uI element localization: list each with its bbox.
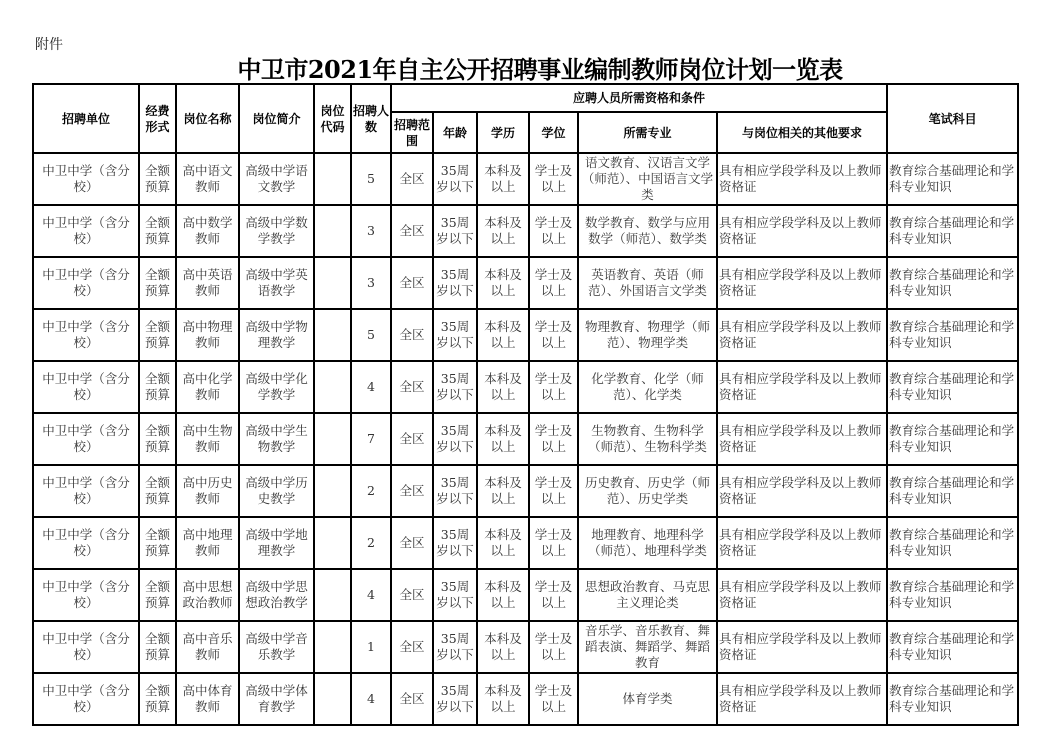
cell-education: 本科及以上 [477,309,529,361]
cell-unit: 中卫中学（含分校） [33,569,139,621]
cell-age: 35周岁以下 [433,621,477,673]
cell-funding: 全额预算 [139,621,176,673]
table-row [33,621,1018,673]
cell-position-name: 高中体育教师 [176,673,239,725]
cell-position-name: 高中语文教师 [176,153,239,205]
cell-count: 3 [351,205,391,257]
header-position-desc: 岗位简介 [239,84,314,153]
table-row [33,673,1018,725]
cell-age: 35周岁以下 [433,361,477,413]
cell-other: 具有相应学段学科及以上教师资格证 [717,569,887,621]
table-row [33,569,1018,621]
cell-major: 思想政治教育、马克思主义理论类 [578,569,717,621]
cell-position-desc: 高级中学生物教学 [239,413,314,465]
cell-position-desc: 高级中学数学教学 [239,205,314,257]
header-degree: 学位 [529,112,578,153]
header-exam: 笔试科目 [887,84,1018,153]
cell-age: 35周岁以下 [433,153,477,205]
cell-degree: 学士及以上 [529,413,578,465]
cell-position-name: 高中数学教师 [176,205,239,257]
cell-major: 化学教育、化学（师范）、化学类 [578,361,717,413]
cell-education: 本科及以上 [477,569,529,621]
cell-scope: 全区 [391,569,433,621]
header-age: 年龄 [433,112,477,153]
cell-major: 音乐学、音乐教育、舞蹈表演、舞蹈学、舞蹈教育 [578,621,717,673]
cell-education: 本科及以上 [477,205,529,257]
cell-scope: 全区 [391,309,433,361]
table-row [33,517,1018,569]
header-count: 招聘人数 [351,84,391,153]
cell-degree: 学士及以上 [529,569,578,621]
cell-age: 35周岁以下 [433,673,477,725]
cell-funding: 全额预算 [139,465,176,517]
cell-degree: 学士及以上 [529,309,578,361]
cell-position-code [314,257,351,309]
cell-other: 具有相应学段学科及以上教师资格证 [717,257,887,309]
cell-age: 35周岁以下 [433,413,477,465]
cell-scope: 全区 [391,673,433,725]
cell-funding: 全额预算 [139,153,176,205]
cell-position-code [314,153,351,205]
header-scope: 招聘范围 [391,112,433,153]
cell-exam: 教育综合基础理论和学科专业知识 [887,673,1018,725]
cell-scope: 全区 [391,621,433,673]
cell-position-name: 高中化学教师 [176,361,239,413]
cell-degree: 学士及以上 [529,465,578,517]
cell-age: 35周岁以下 [433,205,477,257]
cell-exam: 教育综合基础理论和学科专业知识 [887,517,1018,569]
cell-unit: 中卫中学（含分校） [33,361,139,413]
header-unit: 招聘单位 [33,84,139,153]
cell-unit: 中卫中学（含分校） [33,257,139,309]
cell-exam: 教育综合基础理论和学科专业知识 [887,205,1018,257]
cell-major: 地理教育、地理科学（师范）、地理科学类 [578,517,717,569]
header-qualifications-group: 应聘人员所需资格和条件 [391,84,887,112]
cell-position-desc: 高级中学化学教学 [239,361,314,413]
cell-exam: 教育综合基础理论和学科专业知识 [887,465,1018,517]
table-row [33,465,1018,517]
table-row [33,257,1018,309]
cell-major: 数学教育、数学与应用数学（师范）、数学类 [578,205,717,257]
cell-position-desc: 高级中学英语教学 [239,257,314,309]
cell-funding: 全额预算 [139,413,176,465]
table-row [33,361,1018,413]
document-title: 中卫市2021年自主公开招聘事业编制教师岗位计划一览表 [237,55,843,84]
header-education: 学历 [477,112,529,153]
cell-other: 具有相应学段学科及以上教师资格证 [717,517,887,569]
cell-count: 2 [351,517,391,569]
cell-education: 本科及以上 [477,621,529,673]
cell-other: 具有相应学段学科及以上教师资格证 [717,205,887,257]
cell-degree: 学士及以上 [529,673,578,725]
cell-other: 具有相应学段学科及以上教师资格证 [717,621,887,673]
cell-education: 本科及以上 [477,465,529,517]
cell-degree: 学士及以上 [529,361,578,413]
header-position-code: 岗位代码 [314,84,351,153]
cell-age: 35周岁以下 [433,309,477,361]
cell-count: 5 [351,309,391,361]
cell-count: 4 [351,673,391,725]
cell-count: 4 [351,361,391,413]
cell-scope: 全区 [391,517,433,569]
cell-count: 7 [351,413,391,465]
cell-other: 具有相应学段学科及以上教师资格证 [717,413,887,465]
cell-major: 体育学类 [578,673,717,725]
cell-position-desc: 高级中学语文教学 [239,153,314,205]
cell-funding: 全额预算 [139,517,176,569]
table-row [33,205,1018,257]
cell-position-desc: 高级中学历史教学 [239,465,314,517]
cell-position-name: 高中生物教师 [176,413,239,465]
header-other: 与岗位相关的其他要求 [717,112,887,153]
header-position-name: 岗位名称 [176,84,239,153]
cell-exam: 教育综合基础理论和学科专业知识 [887,569,1018,621]
cell-scope: 全区 [391,413,433,465]
cell-position-desc: 高级中学体育教学 [239,673,314,725]
cell-exam: 教育综合基础理论和学科专业知识 [887,309,1018,361]
cell-degree: 学士及以上 [529,517,578,569]
cell-funding: 全额预算 [139,309,176,361]
cell-scope: 全区 [391,361,433,413]
cell-position-name: 高中英语教师 [176,257,239,309]
table-row [33,309,1018,361]
cell-position-code [314,465,351,517]
cell-degree: 学士及以上 [529,153,578,205]
cell-other: 具有相应学段学科及以上教师资格证 [717,361,887,413]
attachment-label: 附件 [35,37,63,53]
cell-unit: 中卫中学（含分校） [33,413,139,465]
table-row [33,153,1018,205]
cell-position-name: 高中音乐教师 [176,621,239,673]
recruitment-table [32,83,1019,726]
cell-other: 具有相应学段学科及以上教师资格证 [717,465,887,517]
cell-position-code [314,361,351,413]
cell-position-code [314,413,351,465]
cell-position-code [314,517,351,569]
cell-position-desc: 高级中学地理教学 [239,517,314,569]
cell-major: 英语教育、英语（师范）、外国语言文学类 [578,257,717,309]
cell-count: 1 [351,621,391,673]
cell-education: 本科及以上 [477,257,529,309]
cell-count: 2 [351,465,391,517]
cell-exam: 教育综合基础理论和学科专业知识 [887,257,1018,309]
cell-other: 具有相应学段学科及以上教师资格证 [717,673,887,725]
cell-major: 语文教育、汉语言文学（师范）、中国语言文学类 [578,153,717,205]
cell-position-code [314,621,351,673]
cell-age: 35周岁以下 [433,517,477,569]
cell-position-desc: 高级中学物理教学 [239,309,314,361]
cell-age: 35周岁以下 [433,257,477,309]
cell-major: 历史教育、历史学（师范）、历史学类 [578,465,717,517]
cell-other: 具有相应学段学科及以上教师资格证 [717,309,887,361]
cell-position-name: 高中历史教师 [176,465,239,517]
cell-funding: 全额预算 [139,569,176,621]
cell-unit: 中卫中学（含分校） [33,517,139,569]
cell-education: 本科及以上 [477,413,529,465]
cell-unit: 中卫中学（含分校） [33,673,139,725]
cell-count: 5 [351,153,391,205]
cell-education: 本科及以上 [477,153,529,205]
cell-position-code [314,309,351,361]
cell-unit: 中卫中学（含分校） [33,465,139,517]
cell-degree: 学士及以上 [529,205,578,257]
cell-funding: 全额预算 [139,205,176,257]
cell-scope: 全区 [391,205,433,257]
cell-exam: 教育综合基础理论和学科专业知识 [887,413,1018,465]
cell-unit: 中卫中学（含分校） [33,205,139,257]
cell-position-name: 高中地理教师 [176,517,239,569]
cell-scope: 全区 [391,257,433,309]
cell-scope: 全区 [391,153,433,205]
cell-position-code [314,205,351,257]
cell-other: 具有相应学段学科及以上教师资格证 [717,153,887,205]
cell-funding: 全额预算 [139,257,176,309]
cell-count: 3 [351,257,391,309]
cell-position-code [314,569,351,621]
cell-degree: 学士及以上 [529,257,578,309]
cell-funding: 全额预算 [139,673,176,725]
cell-education: 本科及以上 [477,517,529,569]
cell-exam: 教育综合基础理论和学科专业知识 [887,361,1018,413]
cell-major: 物理教育、物理学（师范）、物理学类 [578,309,717,361]
cell-scope: 全区 [391,465,433,517]
header-major: 所需专业 [578,112,717,153]
header-funding: 经费形式 [139,84,176,153]
cell-exam: 教育综合基础理论和学科专业知识 [887,153,1018,205]
cell-position-code [314,673,351,725]
cell-unit: 中卫中学（含分校） [33,153,139,205]
cell-age: 35周岁以下 [433,569,477,621]
cell-position-name: 高中物理教师 [176,309,239,361]
cell-unit: 中卫中学（含分校） [33,621,139,673]
cell-position-desc: 高级中学音乐教学 [239,621,314,673]
cell-unit: 中卫中学（含分校） [33,309,139,361]
cell-education: 本科及以上 [477,673,529,725]
cell-position-desc: 高级中学思想政治教学 [239,569,314,621]
cell-degree: 学士及以上 [529,621,578,673]
table-row [33,413,1018,465]
cell-exam: 教育综合基础理论和学科专业知识 [887,621,1018,673]
cell-count: 4 [351,569,391,621]
cell-funding: 全额预算 [139,361,176,413]
cell-major: 生物教育、生物科学（师范）、生物科学类 [578,413,717,465]
cell-position-name: 高中思想政治教师 [176,569,239,621]
cell-education: 本科及以上 [477,361,529,413]
cell-age: 35周岁以下 [433,465,477,517]
